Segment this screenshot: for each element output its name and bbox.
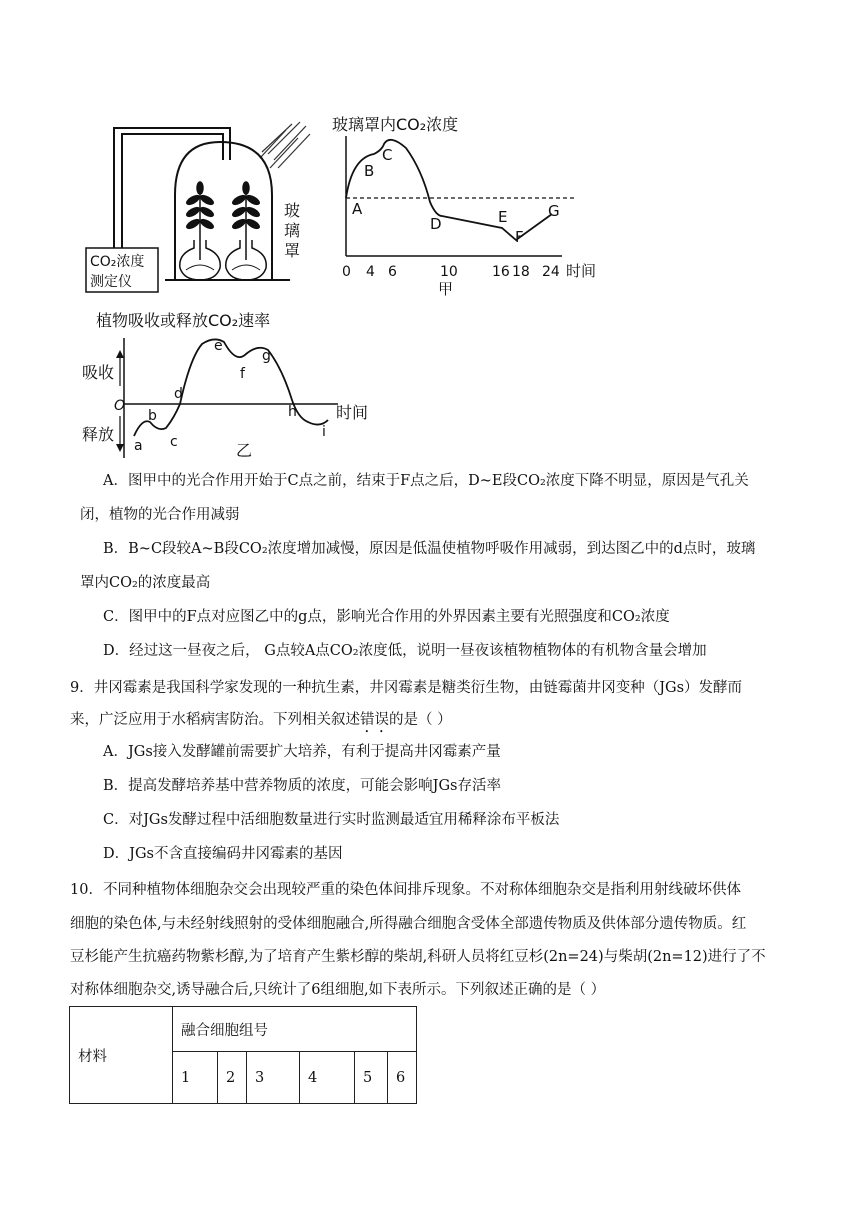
meter-label-line1: CO₂浓度 — [90, 254, 145, 270]
q9-option-b: B．提高发酵培养基中营养物质的浓度，可能会影响JGs存活率 — [103, 778, 501, 794]
point-D: D — [430, 215, 442, 233]
q9-stem-line2: 来，广泛应用于水稻病害防治。下列相关叙述错误的是（ ） — [70, 712, 452, 728]
point-i: i — [322, 424, 326, 440]
graph-yi-xlabel: 时间 — [336, 403, 369, 422]
xtick-4: 4 — [366, 264, 375, 280]
q8-option-b-line2: 罩内CO₂的浓度最高 — [80, 575, 211, 591]
point-C: C — [382, 146, 393, 164]
fusion-cell-table — [69, 1006, 417, 1104]
point-h: h — [288, 404, 297, 420]
graph-yi-absorb: 吸收 — [82, 363, 115, 382]
apparatus-figure — [80, 120, 330, 295]
point-c: c — [170, 434, 178, 450]
table-group-header: 融合细胞组号 — [173, 1007, 417, 1052]
point-E: E — [498, 208, 508, 226]
graph-jia-ylabel: 玻璃罩内CO₂浓度 — [332, 115, 459, 134]
point-G: G — [548, 202, 560, 220]
q8-option-c: C．图甲中的F点对应图乙中的g点，影响光合作用的外界因素主要有光照强度和CO₂浓度 — [103, 609, 670, 625]
q10-line3: 豆杉能产生抗癌药物紫杉醇,为了培育产生紫杉醇的柴胡,科研人员将红豆杉(2n=24)与柴胡(2n=12)进行了不 — [70, 949, 766, 965]
point-e: e — [214, 338, 223, 354]
graph-yi-origin: O — [114, 398, 126, 414]
table-col-2: 2 — [218, 1052, 247, 1104]
q10-line1: 10．不同种植物体细胞杂交会出现较严重的染色体间排斥现象。不对称体细胞杂交是指利用射线破坏供体 — [70, 882, 741, 898]
q9-option-c: C．对JGs发酵过程中活细胞数量进行实时监测最适宜用稀释涂布平板法 — [103, 812, 560, 828]
xtick-10: 10 — [440, 264, 458, 280]
point-f: f — [240, 366, 245, 382]
xtick-16: 16 — [492, 264, 510, 280]
q8-option-a-line2: 闭，植物的光合作用减弱 — [80, 507, 240, 523]
co2-rate-graph — [70, 308, 400, 468]
q9-stem-line1: 9．井冈霉素是我国科学家发现的一种抗生素，井冈霉素是糖类衍生物，由链霉菌井冈变种（JGs）发酵而 — [70, 680, 743, 696]
table-col-4: 4 — [300, 1052, 355, 1104]
q9-emphasis: 错误 — [360, 712, 389, 728]
xtick-18: 18 — [512, 264, 530, 280]
table-col-6: 6 — [388, 1052, 417, 1104]
glass-label-3: 罩 — [284, 241, 301, 260]
point-A: A — [352, 200, 363, 218]
meter-label-line2: 测定仪 — [90, 274, 132, 290]
q10-line4: 对称体细胞杂交,诱导融合后,只统计了6组细胞,如下表所示。下列叙述正确的是（ ） — [70, 982, 606, 998]
q9-option-a: A．JGs接入发酵罐前需要扩大培养，有利于提高井冈霉素产量 — [103, 744, 501, 760]
table-col-1: 1 — [173, 1052, 218, 1104]
q8-option-a-line1: A．图甲中的光合作用开始于C点之前，结束于F点之后，D~E段CO₂浓度下降不明显，原因是气孔关 — [103, 473, 749, 489]
graph-yi-caption: 乙 — [236, 441, 253, 460]
point-d: d — [174, 386, 183, 402]
table-col-5: 5 — [355, 1052, 388, 1104]
table-row-header: 材料 — [70, 1007, 173, 1104]
point-F: F — [515, 228, 524, 246]
point-a: a — [134, 438, 143, 454]
graph-jia-caption: 甲 — [438, 280, 454, 298]
point-B: B — [364, 162, 375, 180]
glass-label-1: 玻 — [284, 201, 301, 220]
point-g: g — [262, 348, 271, 364]
point-b: b — [148, 408, 157, 424]
co2-concentration-graph — [330, 110, 610, 300]
q8-option-d: D．经过这一昼夜之后， G点较A点CO₂浓度低，说明一昼夜该植物植物体的有机物含量会增加 — [103, 643, 707, 659]
q8-option-b-line1: B．B~C段较A~B段CO₂浓度增加减慢，原因是低温使植物呼吸作用减弱，到达图乙中的d点时，玻璃 — [103, 541, 756, 557]
q9-option-d: D．JGs不含直接编码井冈霉素的基因 — [103, 846, 343, 862]
table-col-3: 3 — [247, 1052, 300, 1104]
xtick-0: 0 — [342, 264, 351, 280]
xtick-24: 24 — [542, 264, 560, 280]
glass-label-2: 璃 — [284, 221, 301, 240]
graph-yi-release: 释放 — [82, 425, 115, 444]
xtick-6: 6 — [388, 264, 397, 280]
graph-yi-title: 植物吸收或释放CO₂速率 — [96, 311, 271, 330]
q10-line2: 细胞的染色体,与未经射线照射的受体细胞融合,所得融合细胞含受体全部遗传物质及供体部分遗传物质。红 — [70, 916, 747, 932]
graph-jia-xlabel: 时间 — [566, 262, 597, 280]
